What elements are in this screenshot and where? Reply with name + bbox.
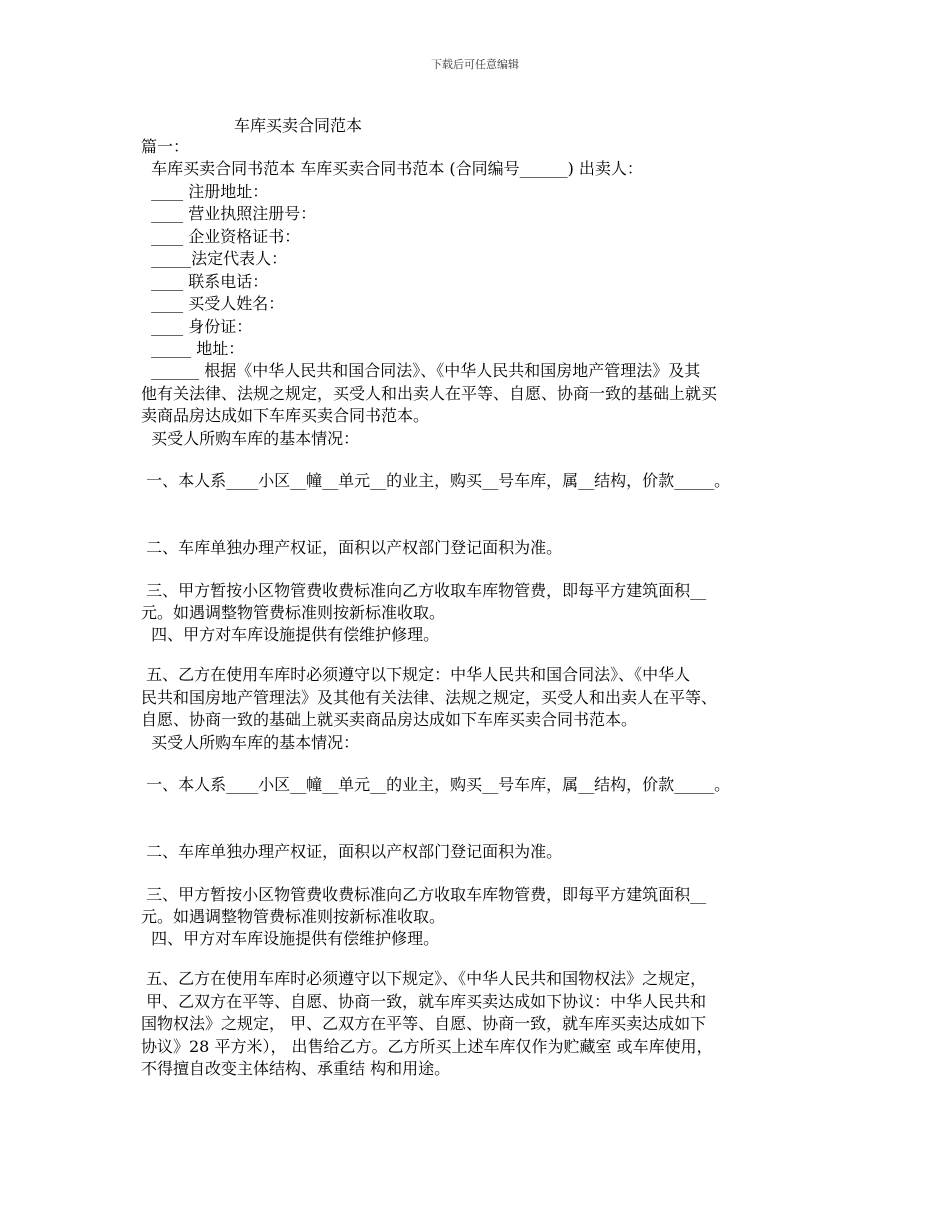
clause-5-cont: 自愿、协商一致的基础上就买卖商品房达成如下车库买卖合同书范本。: [141, 710, 638, 729]
clause-5-cont: 民共和国房地产管理法》及其他有关法律、法规之规定，买受人和出卖人在平等、: [141, 688, 718, 707]
field-business-license: ____ 营业执照注册号：: [141, 204, 317, 223]
clause-3-cont: 元。如遇调整物管费标准则按新标准收取。: [141, 907, 446, 926]
clause-2: 二、车库单独办理产权证，面积以产权部门登记面积为准。: [141, 842, 563, 861]
clause-5-cont: 协议》28 平方米）， 出售给乙方。乙方所买上述车库仅作为贮藏室 或车库使用，: [141, 1037, 713, 1056]
clause-1: 一、本人系____小区__幢__单元__的业主，购买__号车库，属__结构，价款_____。: [141, 471, 731, 490]
field-address: _____ 地址：: [141, 339, 245, 358]
clause-3-cont: 元。如遇调整物管费标准则按新标准收取。: [141, 603, 446, 622]
clause-5: 五、乙方在使用车库时必须遵守以下规定：中华人民共和国合同法》、《中华人: [141, 665, 691, 684]
paragraph-line: 买受人所购车库的基本情况：: [141, 429, 360, 448]
field-legal-representative: _____法定代表人：: [141, 249, 288, 268]
header-note: 下载后可任意编辑: [431, 58, 519, 71]
document-title: 车库买卖合同范本: [234, 116, 363, 135]
clause-3: 三、甲方暂按小区物管费收费标准向乙方收取车库物管费，即每平方建筑面积__: [141, 885, 707, 904]
field-registered-address: ____ 注册地址：: [141, 182, 269, 201]
clause-5-cont: 不得擅自改变主体结构、承重结 构和用途。: [141, 1059, 451, 1078]
paragraph-line: 他有关法律、法规之规定，买受人和出卖人在平等、自愿、协商一致的基础上就买: [141, 384, 718, 403]
clause-4: 四、甲方对车库设施提供有偿维护修理。: [141, 929, 440, 948]
clause-5: 五、乙方在使用车库时必须遵守以下规定》、《中华人民共和国物权法》之规定，: [141, 969, 707, 988]
field-qualification-cert: ____ 企业资格证书：: [141, 227, 301, 246]
clause-2: 二、车库单独办理产权证，面积以产权部门登记面积为准。: [141, 538, 563, 557]
clause-4: 四、甲方对车库设施提供有偿维护修理。: [141, 625, 440, 644]
contract-intro-line: 车库买卖合同书范本 车库买卖合同书范本 (合同编号______) 出卖人：: [141, 159, 643, 178]
paragraph-line: 买受人所购车库的基本情况：: [141, 733, 360, 752]
section-label: 篇一：: [141, 137, 190, 156]
paragraph-line: ______ 根据《中华人民共和国合同法》、《中华人民共和国房地产管理法》及其: [141, 361, 701, 380]
field-id-card: ____ 身份证：: [141, 317, 253, 336]
clause-5-cont: 国物权法》之规定， 甲、乙双方在平等、自愿、协商一致，就车库买卖达成如下: [141, 1014, 707, 1033]
clause-3: 三、甲方暂按小区物管费收费标准向乙方收取车库物管费，即每平方建筑面积__: [141, 581, 707, 600]
clause-5-cont: 甲、乙双方在平等、自愿、协商一致，就车库买卖达成如下协议：中华人民共和: [141, 992, 707, 1011]
field-buyer-name: ____ 买受人姓名：: [141, 294, 285, 313]
field-contact-phone: ____ 联系电话：: [141, 272, 269, 291]
paragraph-line: 卖商品房达成如下车库买卖合同书范本。: [141, 406, 430, 425]
clause-1: 一、本人系____小区__幢__单元__的业主，购买__号车库，属__结构，价款_____。: [141, 775, 731, 794]
